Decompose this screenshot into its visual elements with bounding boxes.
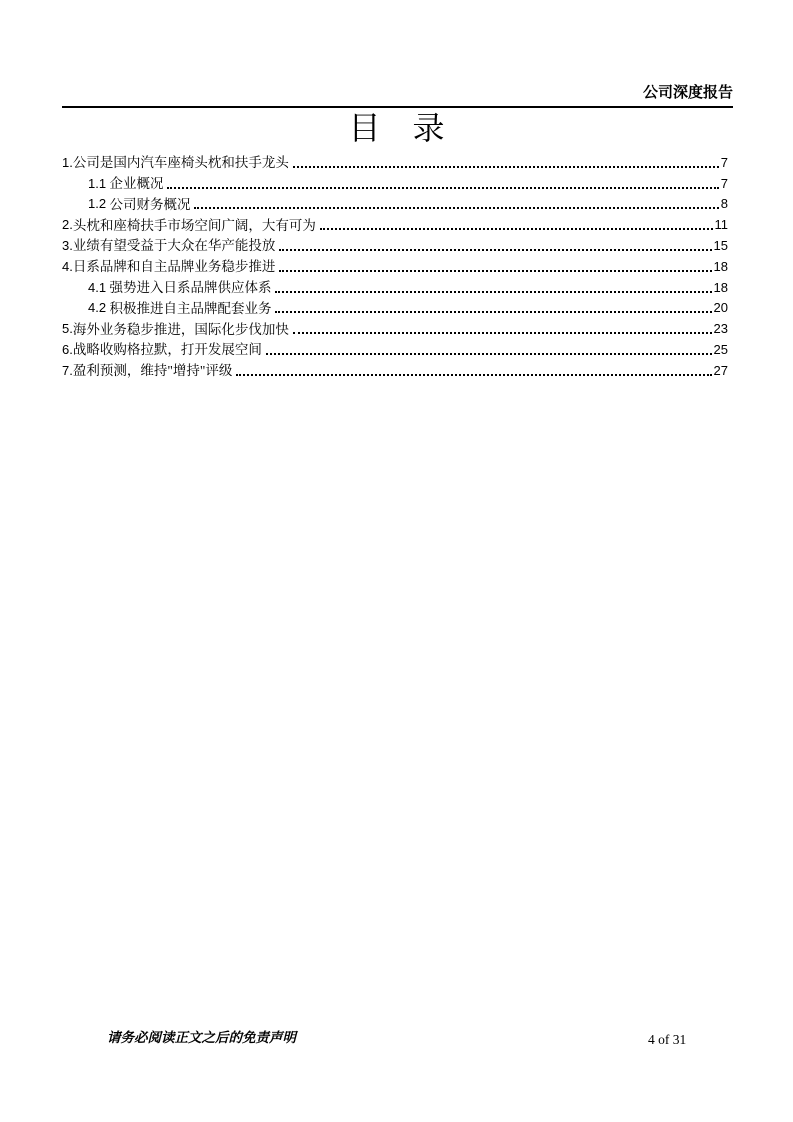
toc-entry-3[interactable] — [62, 233, 728, 254]
toc-entry-6[interactable] — [62, 337, 728, 358]
toc-entry-4-2[interactable] — [62, 296, 728, 317]
toc-entry-page: 27 — [713, 362, 728, 378]
toc-entry-1-2[interactable] — [62, 192, 728, 213]
toc-entry-4-1[interactable] — [62, 275, 728, 296]
toc-entry-page: 8 — [720, 196, 728, 212]
toc-page-title: 目 录 — [348, 110, 445, 146]
toc-entry-title: 日系品牌和自主品牌业务稳步推进 — [72, 259, 276, 275]
dot-leader — [167, 187, 718, 189]
header-report-type: 公司深度报告 — [642, 84, 733, 101]
toc-entry-title: 积极推进自主品牌配套业务 — [106, 300, 272, 316]
toc-entry-title: 强势进入日系品牌供应体系 — [106, 280, 272, 296]
toc-entry-number: 1. — [62, 154, 73, 170]
toc-entry-title: 战略收购格拉默，打开发展空间 — [72, 342, 262, 358]
toc-entry-title: 业绩有望受益于大众在华产能投放 — [72, 238, 276, 254]
toc-entry-number: 4.2 — [88, 300, 107, 316]
toc-entry-number: 3. — [62, 238, 73, 254]
dot-leader — [236, 374, 711, 376]
toc-entry-number: 2. — [62, 217, 73, 233]
toc-entry-page: 7 — [720, 154, 728, 170]
toc-entry-number: 7. — [62, 362, 73, 378]
dot-leader — [194, 207, 718, 209]
table-of-contents — [62, 150, 728, 379]
dot-leader — [293, 166, 719, 168]
toc-entry-title: 公司财务概况 — [106, 196, 191, 212]
footer-page-indicator: 4 of 31 — [648, 1032, 687, 1047]
toc-entry-page: 18 — [713, 279, 728, 295]
toc-entry-number: 4. — [62, 258, 73, 274]
toc-entry-1-1[interactable] — [62, 171, 728, 192]
page-header — [62, 84, 733, 102]
header-rule — [62, 106, 733, 108]
toc-entry-title: 头枕和座椅扶手市场空间广阔，大有可为 — [72, 217, 316, 233]
toc-entry-page: 25 — [713, 342, 728, 358]
dot-leader — [279, 249, 711, 251]
toc-entry-number: 4.1 — [88, 279, 107, 295]
toc-entry-title: 公司是国内汽车座椅头枕和扶手龙头 — [72, 155, 289, 171]
toc-entry-number: 6. — [62, 342, 73, 358]
toc-entry-1[interactable] — [62, 150, 728, 171]
toc-entry-number: 1.1 — [88, 175, 107, 191]
toc-entry-number: 1.2 — [88, 196, 107, 212]
dot-leader — [279, 270, 711, 272]
dot-leader — [293, 332, 712, 334]
dot-leader — [275, 311, 711, 313]
dot-leader — [275, 291, 711, 293]
toc-entry-title: 盈利预测，维持"增持"评级 — [72, 363, 233, 379]
toc-entry-number: 5. — [62, 321, 73, 337]
footer-disclaimer: 请务必阅读正文之后的免责声明 — [107, 1030, 296, 1045]
toc-entry-7[interactable] — [62, 358, 728, 379]
toc-entry-2[interactable] — [62, 212, 728, 233]
toc-entry-page: 15 — [713, 238, 728, 254]
toc-entry-4[interactable] — [62, 254, 728, 275]
toc-entry-title: 海外业务稳步推进，国际化步伐加快 — [72, 321, 289, 337]
toc-entry-page: 18 — [713, 258, 728, 274]
toc-entry-page: 7 — [720, 175, 728, 191]
dot-leader — [320, 228, 713, 230]
toc-entry-page: 11 — [714, 217, 728, 233]
toc-entry-5[interactable] — [62, 316, 728, 337]
toc-entry-page: 20 — [713, 300, 728, 316]
toc-entry-title: 企业概况 — [106, 176, 164, 192]
dot-leader — [266, 353, 712, 355]
toc-entry-page: 23 — [713, 321, 728, 337]
